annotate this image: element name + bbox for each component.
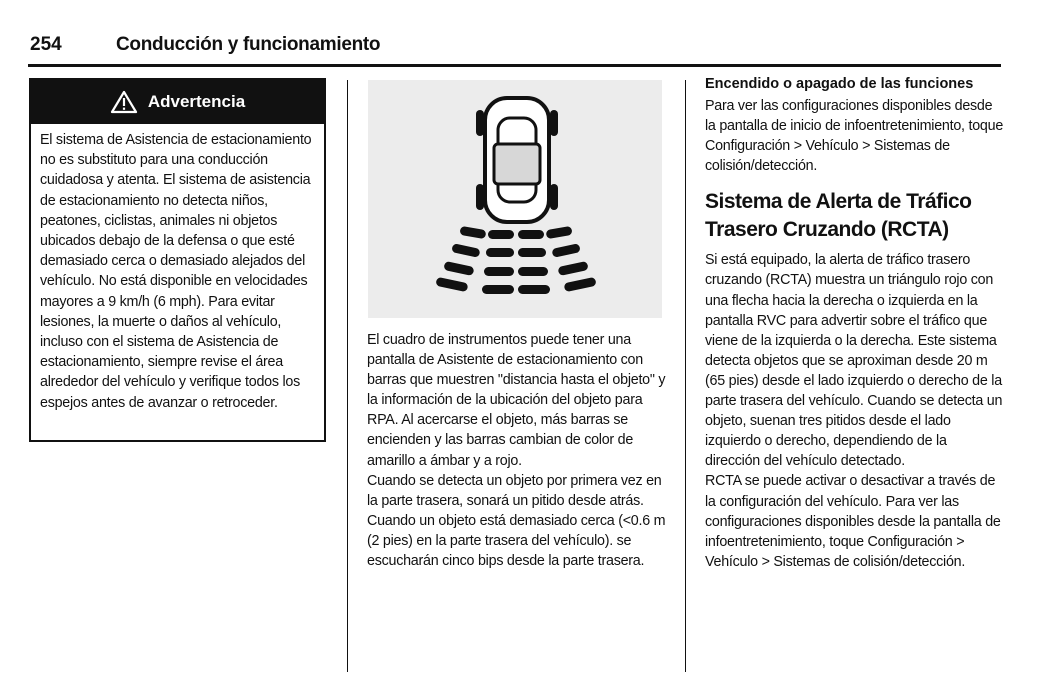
page-header bbox=[28, 30, 1001, 67]
park-assist-figure bbox=[368, 80, 662, 318]
paragraph: Para ver las configuraciones disponibles desde la pantalla de inicio de infoentretenimiento, toque Configuración > Vehículo > Sistemas de colisión/detección. bbox=[705, 98, 1004, 175]
section-heading: Sistema de Alerta de Tráfico Trasero Cruzando (RCTA) bbox=[705, 190, 972, 242]
park-assist-car-icon bbox=[368, 80, 662, 318]
warning-box bbox=[29, 78, 326, 442]
warning-text: El sistema de Asistencia de estacionamiento no es substituto para una conducción cuidadosa y atenta. El sistema de asistencia de estacionamiento no detecta niños, peatones, ciclistas, animales ni objetos ubicados debajo de la defensa o que esté demasiado cerca o demasiado alejados del vehículo. No está disponible en velocidades mayores a 9 km/h (6 mph). Para evitar lesiones, la muerte o daños al vehículo, incluso con el sistema de Asistencia de estacionamiento, siempre revise el área alrededor del vehículo y verifique todos los espejos antes de avanzar o retroceder. bbox=[40, 132, 312, 411]
paragraph: Cuando se detecta un objeto por primera vez en la parte trasera, sonará un pitido desde atrás. Cuando un objeto está demasiado cerca (<0.6 m (2 pies) en la parte trasera del vehículo). se escucharán cinco bips desde la parte trasera. bbox=[367, 472, 666, 570]
column-divider bbox=[685, 80, 686, 672]
page-number: 254 bbox=[30, 34, 62, 55]
paragraph: RCTA se puede activar o desactivar a través de la configuración del vehículo. Para ver las configuraciones disponibles desde la pantalla de infoentretenimiento, toque Configuración > Vehículo > Sistemas de colisión/detección. bbox=[705, 473, 1001, 570]
section-title: Conducción y funcionamiento bbox=[116, 34, 381, 55]
column-3 bbox=[705, 76, 1005, 572]
paragraph: Si está equipado, la alerta de tráfico trasero cruzando (RCTA) muestra un triángulo rojo con una flecha hacia la derecha o izquierda en la pantalla RVC para advertir sobre el tráfico que viene de la izquierda o la derecha. Este sistema detecta objetos que se aproximan desde 20 m (65 pies) desde el lado izquierdo o derecho de la parte trasera del vehículo. Cuando se detecta un objeto, suenan tres pitidos desde el lado izquierdo o derecho, dependiendo de la dirección del vehículo detectado. bbox=[705, 252, 1003, 470]
column-2 bbox=[367, 330, 667, 571]
subheading: Encendido o apagado de las funciones bbox=[705, 76, 974, 92]
warning-title: Advertencia bbox=[147, 92, 246, 111]
warning-triangle-icon bbox=[110, 90, 138, 114]
paragraph: El cuadro de instrumentos puede tener una pantalla de Asistente de estacionamiento con barras que muestren "distancia hasta el objeto" y la información de la ubicación del objeto para RPA. Al acercarse el objeto, más barras se encienden y las barras cambian de color de amarillo a ámbar y a rojo. bbox=[367, 332, 666, 469]
column-divider bbox=[347, 80, 348, 672]
warning-header bbox=[31, 80, 324, 124]
